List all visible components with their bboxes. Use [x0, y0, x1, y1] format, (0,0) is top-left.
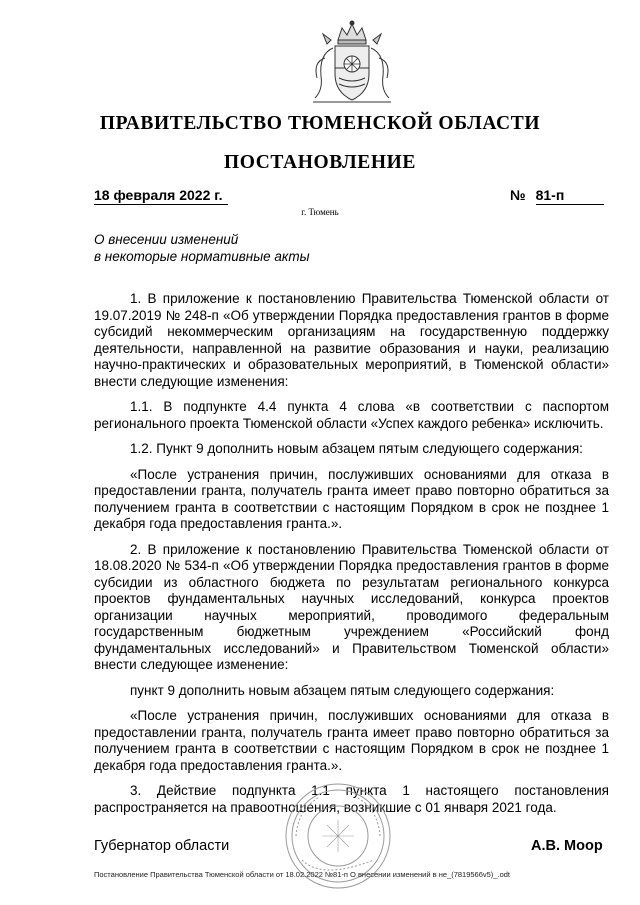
subject-line: О внесении изменений: [94, 232, 239, 247]
body-paragraph: 3. Действие подпункта 1.1 пункта 1 настоящего постановления распространяется на правоотношения, возникшие с 01 января 2021 года.: [94, 783, 609, 815]
document-date: 18 февраля 2022 г.: [94, 187, 228, 205]
body-paragraph: 1.2. Пункт 9 дополнить новым абзацем пятым следующего содержания:: [130, 441, 583, 456]
document-subject: [94, 231, 394, 265]
body-paragraph: 1.1. В подпункте 4.4 пункта 4 слова «в соответствии с паспортом регионального проекта Тюменской области «Успех каждого ребенка» исключить.: [94, 399, 609, 431]
city-label: г. Тюмень: [301, 207, 339, 217]
number-value: 81-п: [536, 187, 604, 205]
body-paragraph: 2. В приложение к постановлению Правительства Тюменской области от 18.08.2020 № 534-п «Об утверждении Порядка предоставления грантов в форме субсидии из областного бюджета по результатам регионального конкурса проектов фундаментальных научных исследований, конкурса проектов организации научных мероприятий, проводимого федеральным государственным бюджетным учреждением «Российский фонд фундаментальных исследований» и Правительством Тюменской области» внести следующее изменение:: [94, 541, 609, 672]
document-type-title: ПОСТАНОВЛЕНИЕ: [223, 152, 417, 173]
signatory-name: А.В. Моор: [531, 838, 603, 854]
tyumen-coat-of-arms-icon: [305, 18, 399, 108]
number-label: №: [510, 187, 526, 203]
body-paragraph: 1. В приложение к постановлению Правительства Тюменской области от 19.07.2019 № 248-п «Об утверждении Порядка предоставления грантов в форме субсидий некоммерческим организациям на государственную поддержку деятельности, направленной на развитие образования и науки, реализацию научно-практических и образовательных мероприятий, в Тюменской области» внести следующие изменения:: [94, 291, 609, 389]
subject-line: в некоторые нормативные акты: [94, 249, 310, 264]
organization-title: ПРАВИТЕЛЬСТВО ТЮМЕНСКОЙ ОБЛАСТИ: [99, 113, 541, 134]
document-footer: Постановление Правительства Тюменской области от 18.02.2022 №81-п О внесении изменений в не_(7819566v5)_.odt: [94, 870, 510, 879]
body-paragraph: «После устранения причин, послуживших основаниями для отказа в предоставлении гранта, получатель гранта имеет право повторно обратиться за получением гранта в соответствии с настоящим Порядком в срок не позднее 1 декабря года предоставления гранта.».: [94, 708, 609, 773]
document-body: [94, 291, 609, 825]
signatory-title: Губернатор области: [94, 838, 230, 854]
body-paragraph: «После устранения причин, послуживших основаниями для отказа в предоставлении гранта, получатель гранта имеет право повторно обратиться за получением гранта в соответствии с настоящим Порядком в срок не позднее 1 декабря года предоставления гранта.».: [94, 466, 609, 531]
document-number: [510, 187, 604, 205]
body-paragraph: пункт 9 дополнить новым абзацем пятым следующего содержания:: [130, 682, 555, 698]
